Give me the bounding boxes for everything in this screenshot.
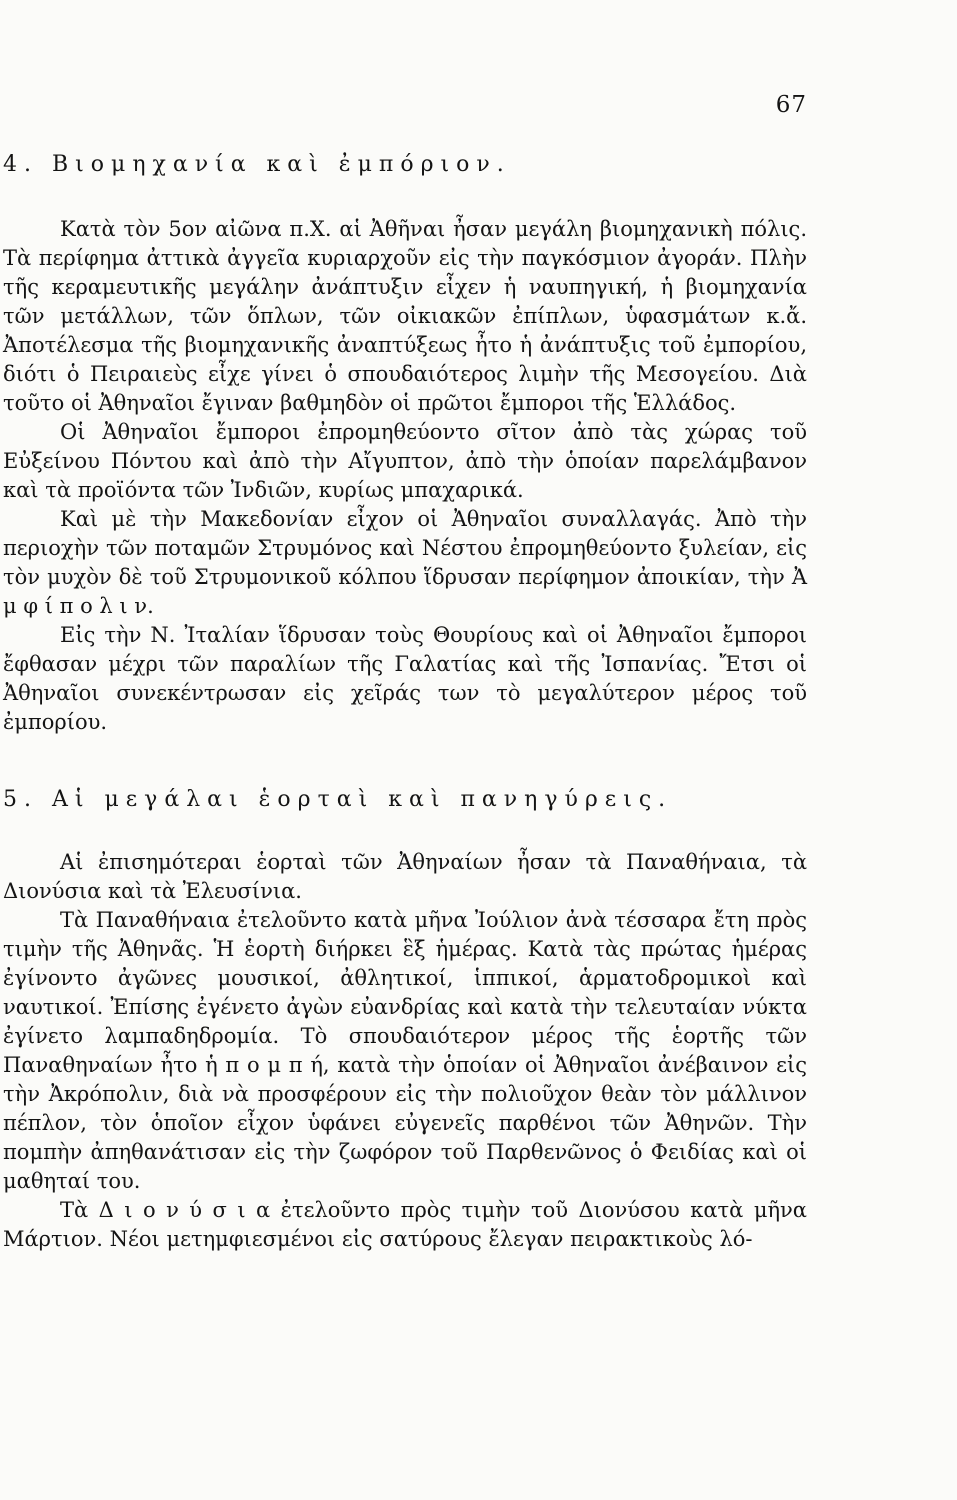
paragraph-festivals-intro: Αἱ ἐπισημότεραι ἑορταὶ τῶν Ἀθηναίων ἦσαν τὰ Παναθήναια, τὰ Διονύσια καὶ τὰ Ἐλευσίνια. (3, 850, 807, 903)
page-body (0, 140, 957, 1254)
section-heading-festivals: 5. Αἱ μεγάλαι ἑορταὶ καὶ πανηγύρεις. (3, 787, 673, 812)
paragraph-macedonia: Καὶ μὲ τὴν Μακεδονίαν εἶχον οἱ Ἀθηναῖοι συναλλαγάς. Ἀπὸ τὴν περιοχὴν τῶν ποταμῶν Στρυμόνος καὶ Νέστου ἐπρομηθεύοντο ξυλείαν, εἰς τὸν μυχὸν δὲ τοῦ Στρυμονικοῦ κόλπου ἵδρυσαν περίφημον ἀποικίαν, τὴν Ἀ μ φ ί π ο λ ι ν. (3, 507, 807, 618)
page-number: 67 (775, 92, 807, 118)
section-heading-industry-commerce: 4. Βιομηχανία καὶ ἐμπόριον. (3, 152, 511, 177)
paragraph-panathenaia: Τὰ Παναθήναια ἐτελοῦντο κατὰ μῆνα Ἰούλιον ἀνὰ τέσσαρα ἔτη πρὸς τιμὴν τῆς Ἀθηνᾶς. Ἡ ἑορτὴ διήρκει ἓξ ἡμέρας. Κατὰ τὰς πρώτας ἡμέρας ἐγίνοντο ἀγῶνες μουσικοί, ἀθλητικοί, ἱππικοί, ἁρματοδρομικοὶ καὶ ναυτικοί. Ἐπίσης ἐγένετο ἀγὼν εὐανδρίας καὶ κατὰ τὴν τελευταίαν νύκτα ἐγίνετο λαμπαδηδρομία. Τὸ σπουδαιότερον μέρος τῆς ἑορτῆς τῶν Παναθηναίων ἦτο ἡ π ο μ π ή, κατὰ τὴν ὁποίαν οἱ Ἀθηναῖοι ἀνέβαινον εἰς τὴν Ἀκρόπολιν, διὰ νὰ προσφέρουν εἰς τὴν πολιοῦχον θεὰν τὸν μάλλινον πέπλον, τὸν ὁποῖον εἶχον ὑφάνει εὐγενεῖς παρθένοι τῶν Ἀθηνῶν. Τὴν πομπὴν ἀπηθανάτισαν εἰς τὴν ζωφόρον τοῦ Παρθενῶνος ὁ Φειδίας καὶ οἱ μαθηταί του. (3, 908, 807, 1193)
paragraph-grain-trade: Οἱ Ἀθηναῖοι ἔμποροι ἐπρομηθεύοντο σῖτον ἀπὸ τὰς χώρας τοῦ Εὐξείνου Πόντου καὶ ἀπὸ τὴν Αἴγυπτον, ἀπὸ τὴν ὁποίαν παρελάμβανον καὶ τὰ προϊόντα τῶν Ἰνδιῶν, κυρίως μπαχαρικά. (3, 420, 807, 502)
paragraph-industry: Κατὰ τὸν 5ον αἰῶνα π.Χ. αἱ Ἀθῆναι ἦσαν μεγάλη βιομηχανικὴ πόλις. Τὰ περίφημα ἀττικὰ ἀγγεῖα κυριαρχοῦν εἰς τὴν παγκόσμιον ἀγοράν. Πλὴν τῆς κεραμευτικῆς μεγάλην ἀνάπτυξιν εἶχεν ἡ ναυπηγική, ἡ βιομηχανία τῶν μετάλλων, τῶν ὅπλων, τῶν οἰκιακῶν ἐπίπλων, ὑφασμάτων κ.ἄ. Ἀποτέλεσμα τῆς βιομηχανικῆς ἀναπτύξεως ἦτο ἡ ἀνάπτυξις τοῦ ἐμπορίου, διότι ὁ Πειραιεὺς εἶχε γίνει ὁ σπουδαιότερος λιμὴν τῆς Μεσογείου. Διὰ τοῦτο οἱ Ἀθηναῖοι ἔγιναν βαθμηδὸν οἱ πρῶτοι ἔμποροι τῆς Ἑλλάδος. (3, 217, 807, 415)
paragraph-italy: Εἰς τὴν Ν. Ἰταλίαν ἵδρυσαν τοὺς Θουρίους καὶ οἱ Ἀθηναῖοι ἔμποροι ἔφθασαν μέχρι τῶν παραλίων τῆς Γαλατίας καὶ τῆς Ἰσπανίας. Ἔτσι οἱ Ἀθηναῖοι συνεκέντρωσαν εἰς χεῖράς των τὸ μεγαλύτερον μέρος τοῦ ἐμπορίου. (3, 623, 807, 734)
paragraph-dionysia: Τὰ Δ ι ο ν ύ σ ι α ἐτελοῦντο πρὸς τιμὴν τοῦ Διονύσου κατὰ μῆνα Μάρτιον. Νέοι μετημφιεσμένοι εἰς σατύρους ἔλεγαν πειρακτικοὺς λό- (3, 1198, 807, 1251)
